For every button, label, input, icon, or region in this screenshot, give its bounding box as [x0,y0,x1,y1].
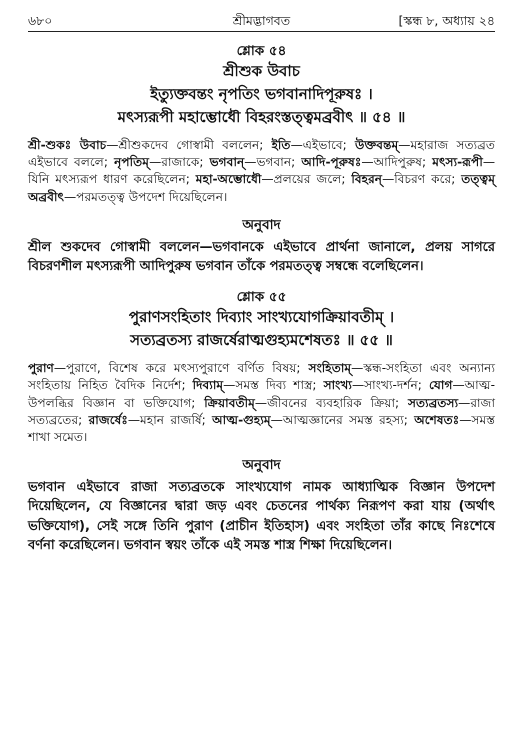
synonym-meaning: —পরমতত্ত্ব উপদেশ দিয়েছিলেন। [64,189,228,204]
synonym-term: শ্রী-শুকঃ উবাচ [28,138,107,152]
sloka-55-synonyms [28,360,495,446]
synonym-term: মহা-অম্ভোধৌ [195,172,262,187]
synonym-meaning: —সমস্ত শাখা সমেত। [28,412,496,445]
synonym-meaning: —ভগবান; [244,155,302,170]
sloka-54-synonyms [28,137,495,206]
synonym-term: সংহিতাম্ [308,361,352,376]
synonym-term: বিহরন্ [351,172,383,187]
sloka-54-translation: শ্রীল শুকদেব গোস্বামী বললেন—ভগবানকে এইভাবে প্রার্থনা জানালে, প্রলয় সাগরে বিচরণশীল মৎস্যরূপী আদিপুরুষ ভগবান তাঁকে পরমতত্ত্ব সম্বন্ধে বলেছিলেন। [28,239,495,275]
synonym-meaning: —আত্ম-উপলব্ধির বিজ্ঞান বা ভক্তিযোগ; [28,378,495,410]
synonym-term: মৎস্য-রূপী [432,155,483,170]
synonym-meaning: —এইভাবে; [290,138,355,152]
synonym-term: দিব্যাম্ [192,378,224,393]
sloka-55-heading: শ্লোক ৫৫ [236,289,287,306]
synonym-meaning: —জীবনের ব্যবহারিক ক্রিয়া; [254,395,408,410]
synonym-meaning: —পুরাণে, বিশেষ করে মৎস্যপুরাণে বর্ণিত বিষয়; [53,361,309,376]
synonym-meaning: —আত্মজ্ঞানের সমস্ত রহস্য; [270,412,415,427]
synonym-term: রাজর্ষেঃ [88,412,128,427]
synonym-meaning: —রাজা সত্যব্রতের; [28,395,495,427]
synonym-term: তত্ত্বম্ অব্রবীৎ [28,172,495,204]
synonym-meaning: —সমস্ত দিব্য শাস্ত্র; [223,378,324,393]
synonym-meaning: —সাংখ্য-দর্শন; [351,378,429,393]
page-header [28,10,495,32]
chapter-reference: [স্কন্ধ ৮, অধ্যায় ২৪ [398,13,495,28]
synonym-meaning: —স্কন্ধ-সংহিতা এবং অন্যান্য সংহিতায় নিহিত বৈদিক নির্দেশ; [28,361,495,393]
book-title: শ্রীমদ্ভাগবত [232,13,291,28]
synonym-term: নৃপতিম্ [114,155,150,170]
page-content [28,38,495,555]
synonym-term: যোগ [428,378,453,393]
synonym-term: অশেষতঃ [414,412,460,427]
synonym-term: ইতি [271,138,291,152]
page-number: ৬৮০ [28,13,53,28]
synonym-term: সত্যব্রতস্য [407,395,459,410]
synonym-meaning: —মহান রাজর্ষি; [127,412,213,427]
synonym-meaning: —প্রলয়ের জলে; [261,172,352,187]
header-rule [28,31,495,32]
synonym-meaning: —রাজাকে; [149,155,210,170]
sloka-55-translation: ভগবান এইভাবে রাজা সত্যব্রতকে সাংখ্যযোগ নামক আধ্যাত্মিক বিজ্ঞান উপদেশ দিয়েছিলেন, যে বিজ্ঞানের দ্বারা জড় এবং চেতনের পার্থক্য নিরূপণ করা যায় (অর্থাৎ ভক্তিযোগ), সেই সঙ্গে তিনি পুরাণ (প্রাচীন ইতিহাস) এবং সংহিতা তাঁর কাছে নিঃশেষে বর্ণনা করেছিলেন। ভগবান স্বয়ং তাঁকে এই সমস্ত শাস্ত্র শিক্ষা দিয়েছিলেন। [28,480,495,553]
synonym-term: উক্তবন্তম্ [354,138,399,152]
synonym-meaning: —যিনি মৎস্যরূপ ধারণ করেছিলেন; [28,155,495,187]
synonym-term: আদি-পূরুষঃ [301,155,362,170]
synonym-term: পুরাণ [28,361,54,376]
sloka-55-line-2: সত্যব্রতস্য রাজর্ষেরাত্মগুহ্যমশেষতঃ ॥ ৫৫ ॥ [130,331,393,350]
sloka-54-heading: শ্লোক ৫৪ [236,43,287,59]
synonym-term: আত্ম-গুহ্যম্ [212,412,271,427]
synonym-term: সাংখ্য [323,378,352,393]
sloka-54-translation-heading: অনুবাদ [242,216,281,233]
sloka-54-line-2: মৎস্যরূপী মহাম্ভোধৌ বিহরংস্তত্ত্বমব্রবীৎ ॥ ৫৪ ॥ [117,108,406,126]
synonym-meaning: —আদিপুরুষ; [361,155,433,170]
synonym-meaning: —বিচরণ করে; [382,172,462,187]
synonym-meaning: —মহারাজ সত্যব্রত এইভাবে বললে; [28,138,496,170]
synonym-term: ভগবান্ [209,155,245,170]
sloka-55-translation-heading: অনুবাদ [242,457,281,474]
sloka-54-line-1: ইত্যুক্তবন্তং নৃপতিং ভগবানাদিপূরুষঃ । [150,85,373,103]
synonym-term: ক্রিয়াবতীম্ [204,395,255,410]
synonym-meaning: —শ্রীশুকদেব গোস্বামী বললেন; [106,138,272,152]
sloka-55-line-1: পুরাণসংহিতাং দিব্যাং সাংখ্যযোগক্রিয়াবতীম্ । [128,308,395,327]
sloka-54-speaker: শ্রীশুক উবাচ [223,62,300,80]
